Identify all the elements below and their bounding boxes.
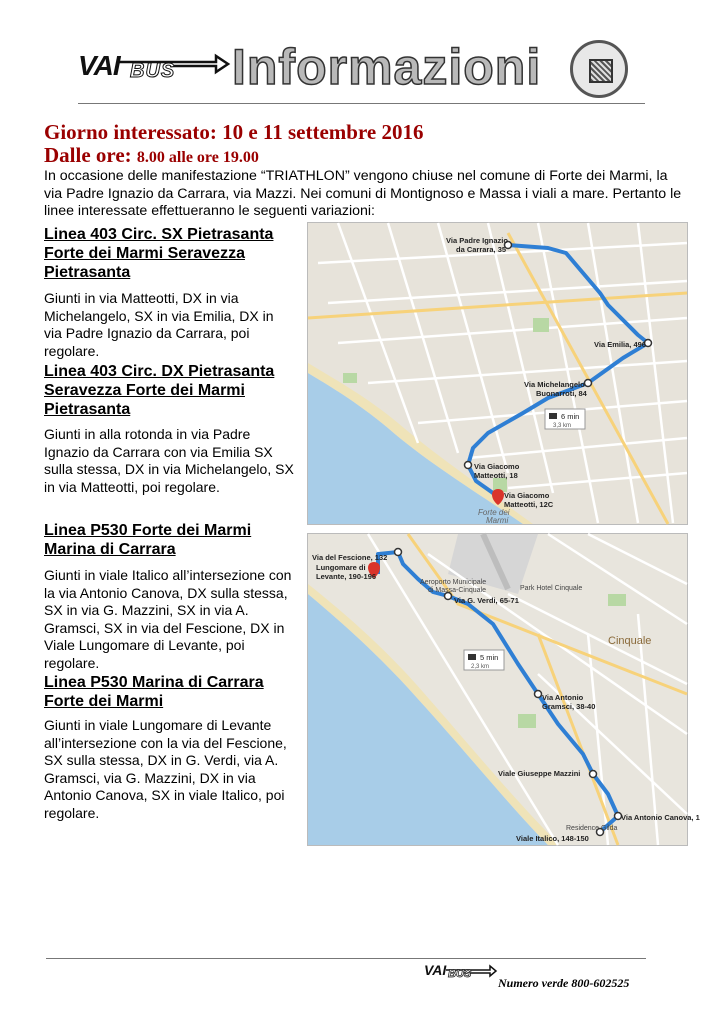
map2-label-lungomare: Lungomare di xyxy=(316,563,366,572)
footer-logo-vai: VAI xyxy=(424,962,447,978)
footer-logo-bus: BUS xyxy=(448,968,472,980)
map1-label-matteotti-a2: Matteotti, 18 xyxy=(474,471,518,480)
section-title: Linea 403 Circ. SX Pietrasanta Forte dei Marmi Seravezza Pietrasanta xyxy=(44,226,274,281)
map2-label-verdi: Via G. Verdi, 65-71 xyxy=(454,596,519,605)
map1-label-matteotti-b2: Matteotti, 12C xyxy=(504,500,554,509)
header-divider xyxy=(78,103,645,104)
map1-label-michelangelo: Via Michelangelo xyxy=(524,380,585,389)
map2-label-italico: Viale Italico, 148-150 xyxy=(516,834,589,843)
footer-vaibus-logo xyxy=(424,962,496,984)
map1-label-matteotti-b: Via Giacomo xyxy=(504,491,550,500)
vaibus-logo xyxy=(78,48,228,82)
footer-phone: Numero verde 800-602525 xyxy=(498,976,630,990)
map2-dist: 2,3 km xyxy=(471,664,490,670)
map2-label-gramsci: Via Antonio xyxy=(542,693,584,702)
section-body: Giunti in viale Lungomare di Levante all’intersezione con la via del Fescione, SX sulla stessa, DX in G. Verdi, via A. Gramsci, via G. Mazzini, DX in via Antonio Canova, SX in viale Italico, poi regolare. xyxy=(44,717,287,821)
section-title: Linea P530 Forte dei Marmi Marina di Carrara xyxy=(44,522,252,558)
map1-town: Forte dei xyxy=(478,508,510,517)
section-body: Giunti in via Matteotti, DX in via Michelangelo, SX in via Emilia, DX in via Padre Ignazio da Carrara, poi regolare. xyxy=(44,290,274,359)
map1-dist: 3,3 km xyxy=(553,423,572,429)
map1-label-emilia: Via Emilia, 496 xyxy=(594,340,646,349)
map2-label-canova: Via Antonio Canova, 1 xyxy=(621,813,700,822)
map1-label-matteotti-a: Via Giacomo xyxy=(474,462,520,471)
map1-label-padre: Via Padre Ignazio xyxy=(446,236,508,245)
time-value: 8.00 alle ore 19.00 xyxy=(136,149,259,166)
car-icon xyxy=(468,654,476,660)
logo-bus-text: BUS xyxy=(130,60,176,82)
map2-label-aero2: di Massa-Cinquale xyxy=(428,587,486,594)
date-line: Giorno interessato: 10 e 11 settembre 2016 xyxy=(44,120,424,144)
map2-label-gilda: Residence Gilda xyxy=(566,825,618,832)
page-title: Informazioni xyxy=(232,39,542,95)
map2-label-lungomare2: Levante, 190-196 xyxy=(316,572,377,581)
section-title: Linea P530 Marina di Carrara Forte dei Marmi xyxy=(44,674,264,710)
route-map-403 xyxy=(307,222,688,525)
section-body: Giunti in alla rotonda in via Padre Ignazio da Carrara con via Emilia SX sulla stessa, DX in via Michelangelo, SX in via Matteotti, poi regolare. xyxy=(44,426,294,495)
map1-label-padre2: da Carrara, 35 xyxy=(456,245,507,254)
time-label: Dalle ore: xyxy=(44,143,132,167)
map2-label-aero: Aeroporto Municipale xyxy=(420,579,487,586)
map2-label-hotel: Park Hotel Cinquale xyxy=(520,585,583,592)
map2-label-cinquale: Cinquale xyxy=(608,635,652,647)
time-line xyxy=(44,143,259,168)
transport-seal-icon xyxy=(570,40,628,98)
map1-town2: Marmi xyxy=(486,516,509,525)
route-map-p530 xyxy=(307,533,700,846)
car-icon xyxy=(549,413,557,419)
map2-label-mazzini: Viale Giuseppe Mazzini xyxy=(498,769,581,778)
footer-divider xyxy=(46,958,646,959)
section-title: Linea 403 Circ. DX Pietrasanta Seravezza Forte dei Marmi Pietrasanta xyxy=(44,363,275,418)
map2-time: 5 min xyxy=(480,653,499,662)
map2-label-fescione: Via del Fescione, 132 xyxy=(312,553,388,562)
intro-paragraph: In occasione delle manifestazione “TRIATHLON” vengono chiuse nel comune di Forte dei Marmi, la via Padre Ignazio da Carrara, via Mazzi. Nei comuni di Montignoso e Massa i viali a mare. Pertanto le linee interessate effettueranno le seguenti variazioni: xyxy=(44,168,682,219)
logo-vai-text: VAI xyxy=(78,50,120,81)
map1-label-michelangelo2: Buonarroti, 84 xyxy=(536,389,587,398)
map2-label-gramsci2: Gramsci, 38-40 xyxy=(542,702,596,711)
map1-time: 6 min xyxy=(561,412,580,421)
section-body: Giunti in viale Italico all’intersezione con la via Antonio Canova, DX sulla stessa, SX in via G. Mazzini, SX in via A. Gramsci, SX in via del Fescione, DX in Viale Lungomare di Levante, poi regolare. xyxy=(44,567,292,671)
